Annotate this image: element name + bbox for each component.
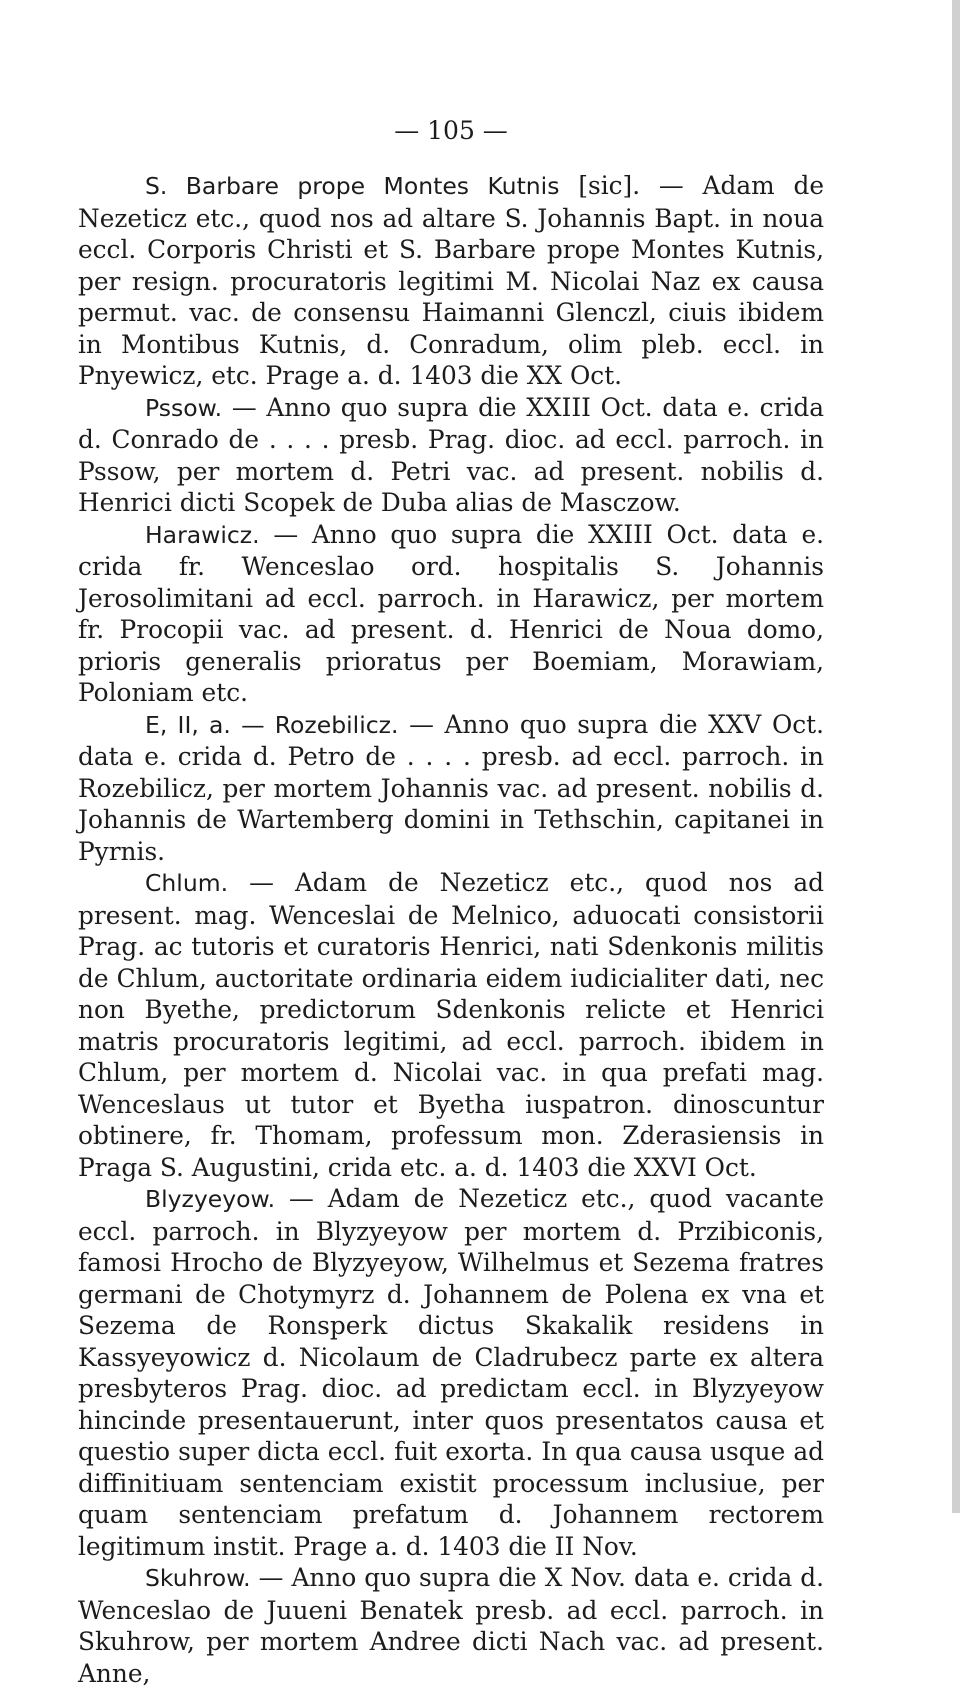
entry-chlum — [78, 867, 824, 1183]
entry-text: — Anno quo supra die XXIII Oct. data e. crida d. Conrado de . . . . presb. Prag. dioc. ad eccl. parroch. in Pssow, per mortem d. Petri vac. ad present. nobilis d. Henrici dicti Scopek de Duba alias de Masczow. — [78, 392, 824, 517]
document-page — [78, 112, 824, 1689]
entry-skuhrow — [78, 1562, 824, 1689]
entry-heading: Pssow. — [145, 393, 223, 422]
entry-text: — Adam de Nezeticz etc., quod vacante eccl. parroch. in Blyzyeyow per mortem d. Przibiconis, famosi Hrocho de Blyzyeyow, Wilhelmus et Sezema fratres germani de Chotymyrz d. Johannem de Polena ex vna et Sezema de Ronsperk dictus Skakalik residens in Kassyeyowicz d. Nicolaum de Cladrubecz parte ex altera presbyteros Prag. dioc. ad predictam eccl. in Blyzyeyow hincinde presentauerunt, inter quos presentatos causa et questio super dicta eccl. fuit exorta. In qua causa usque ad diffinitiuam sentenciam existit processum inclusiue, per quam sentenciam prefatum d. Johannem rectorem legitimum instit. Prage a. d. 1403 die II Nov. — [78, 1184, 824, 1561]
entry-blyzyeyow — [78, 1183, 824, 1562]
page-number: — 105 — — [394, 116, 508, 145]
page-edge-shadow — [952, 0, 960, 1513]
entry-heading: Harawicz. — [145, 520, 260, 549]
entry-text: — Anno quo supra die XXV Oct. data e. crida d. Petro de . . . . presb. ad eccl. parroch. in Rozebilicz, per mortem Johannis vac. ad present. nobilis d. Johannis de Wartemberg domini in Tethschin, capitanei in Pyrnis. — [78, 709, 825, 866]
entry-heading: E, II, a. — Rozebilicz. — [145, 710, 399, 739]
entry-heading: Skuhrow. — [145, 1564, 251, 1592]
entry-heading: Chlum. — [145, 869, 229, 897]
entry-text: [sic]. — Adam de Nezeticz etc., quod nos ad altare S. Johannis Bapt. in noua eccl. Corporis Christi et S. Barbare prope Montes Kutnis, per resign. procuratoris legitimi M. Nicolai Naz ex causa permut. vac. de consensu Haimanni Glenczl, ciuis ibidem in Montibus Kutnis, d. Conradum, olim pleb. eccl. in Pnyewicz, etc. Prage a. d. 1403 die XX Oct. — [78, 171, 824, 390]
entry-text: — Adam de Nezeticz etc., quod nos ad present. mag. Wenceslai de Melnico, aduocati consistorii Prag. ac tutoris et curatoris Henrici, nati Sdenkonis militis de Chlum, auctoritate ordinaria eidem iudicialiter dati, nec non Byethe, predictorum Sdenkonis relicte et Henrici matris procuratoris legitimi, ad eccl. parroch. ibidem in Chlum, per mortem d. Nicolai vac. in qua prefati mag. Wenceslaus ut tutor et Byetha iuspatron. dinoscuntur obtinere, fr. Thomam, professum mon. Zderasiensis in Praga S. Augustini, crida etc. a. d. 1403 die XXVI Oct. — [78, 868, 824, 1182]
entry-rozebilicz — [78, 709, 824, 868]
entry-harawicz — [78, 519, 824, 709]
entry-s-barbare — [78, 170, 824, 392]
entry-text: — Anno quo supra die XXIII Oct. data e. crida fr. Wenceslao ord. hospitalis S. Johannis Jerosolimitani ad eccl. parroch. in Harawicz, per mortem fr. Procopii vac. ad present. d. Henrici de Noua domo, prioris generalis prioratus per Boemiam, Morawiam, Poloniam etc. — [78, 519, 825, 707]
entry-heading: S. Barbare prope Montes Kutnis — [145, 172, 560, 200]
entry-pssow — [78, 392, 824, 519]
entry-heading: Blyzyeyow. — [145, 1185, 276, 1213]
entry-text: — Anno quo supra die X Nov. data e. crida d. Wenceslao de Juueni Benatek presb. ad eccl. parroch. in Skuhrow, per mortem Andree dicti Nach vac. ad present. Anne, — [78, 1563, 824, 1688]
